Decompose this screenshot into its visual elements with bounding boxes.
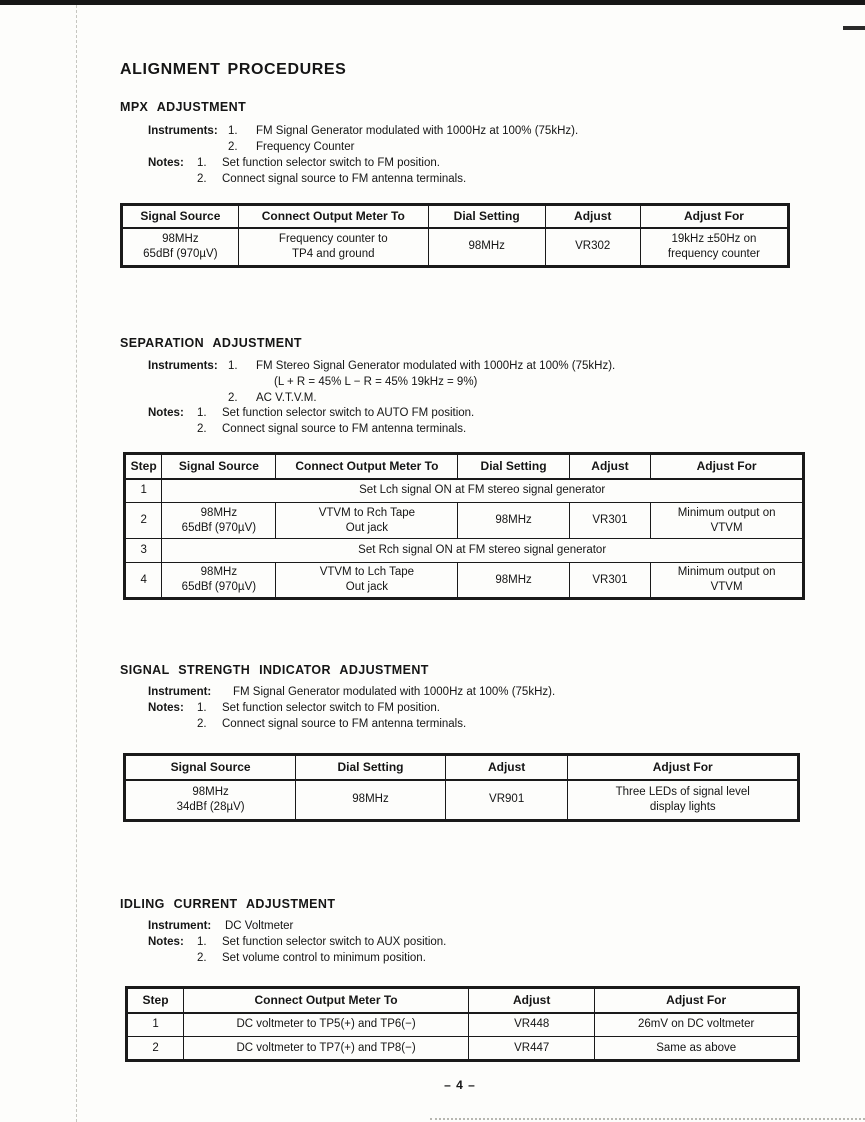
note-item: Connect signal source to FM antenna terminals. [222, 173, 467, 185]
table-cell-adjust-for: Minimum output on VTVM [651, 503, 804, 539]
table-cell-adjust-for: Three LEDs of signal level display lights [568, 780, 799, 821]
instrument-item: DC Voltmeter [225, 920, 294, 932]
signal-strength-notes-line-2 [120, 718, 820, 733]
table-header-cell: Connect Output Meter To [184, 988, 469, 1013]
table-cell-dial-setting: 98MHz [458, 503, 569, 539]
table-cell-signal-source: 98MHz 34dBf (28µV) [125, 780, 296, 821]
separation-notes-line-1 [120, 407, 820, 422]
separation-heading: SEPARATION ADJUSTMENT [120, 336, 302, 350]
table-header-cell: Step [127, 988, 184, 1013]
notes-label: Notes: [148, 936, 184, 948]
table-cell-step: 1 [127, 1013, 184, 1037]
table-header-cell: Adjust [445, 755, 568, 780]
mpx-instruments-line-2 [120, 141, 820, 156]
table-cell-step: 4 [125, 563, 162, 599]
note-item: Set function selector switch to AUX position. [222, 936, 447, 948]
list-number: 2. [197, 718, 207, 730]
table-header-cell: Dial Setting [458, 454, 569, 479]
idling-instrument-line [120, 920, 820, 935]
instrument-item: FM Signal Generator modulated with 1000Hz at 100% (75kHz). [256, 125, 579, 137]
note-item: Connect signal source to FM antenna terminals. [222, 423, 467, 435]
page-number: – 4 – [444, 1078, 476, 1092]
instrument-label: Instrument: [148, 920, 212, 932]
idling-notes-line-2 [120, 952, 820, 967]
instruments-label: Instruments: [148, 360, 218, 372]
table-header-cell: Signal Source [125, 755, 296, 780]
table-cell-connect: Frequency counter to TP4 and ground [238, 228, 428, 267]
list-number: 1. [197, 936, 207, 948]
mpx-instruments-line-1 [120, 125, 820, 140]
table-header-cell: Step [125, 454, 162, 479]
instrument-label: Instrument: [148, 686, 212, 698]
notes-label: Notes: [148, 157, 184, 169]
table-cell-dial-setting: 98MHz [296, 780, 446, 821]
mpx-alignment-table [120, 203, 790, 268]
list-number: 1. [197, 157, 207, 169]
table-row [125, 479, 804, 503]
list-number: 2. [197, 423, 207, 435]
table-cell-adjust-for: Minimum output on VTVM [651, 563, 804, 599]
signal-strength-alignment-table [123, 753, 800, 822]
table-row [122, 228, 789, 267]
table-cell-signal-source: 98MHz 65dBf (970µV) [162, 503, 276, 539]
table-cell-adjust: VR301 [569, 563, 650, 599]
list-number: 1. [228, 125, 238, 137]
page-title: ALIGNMENT PROCEDURES [120, 61, 347, 78]
table-header-cell: Connect Output Meter To [276, 454, 458, 479]
note-item: Set volume control to minimum position. [222, 952, 426, 964]
separation-notes-line-2 [120, 423, 820, 438]
note-item: Set function selector switch to FM position. [222, 157, 440, 169]
table-header-cell: Dial Setting [296, 755, 446, 780]
table-header-cell: Adjust [469, 988, 595, 1013]
table-row [127, 1037, 799, 1061]
signal-strength-heading: SIGNAL STRENGTH INDICATOR ADJUSTMENT [120, 663, 429, 677]
idling-notes-line-1 [120, 936, 820, 951]
idling-heading: IDLING CURRENT ADJUSTMENT [120, 897, 336, 911]
separation-instruments-line-1 [120, 360, 820, 375]
list-number: 1. [228, 360, 238, 372]
instrument-item: FM Signal Generator modulated with 1000Hz at 100% (75kHz). [233, 686, 556, 698]
table-cell-step: 2 [127, 1037, 184, 1061]
table-cell-step: 3 [125, 539, 162, 563]
note-item: Set function selector switch to AUTO FM position. [222, 407, 475, 419]
mpx-notes-line-2 [120, 173, 820, 188]
table-cell-instruction: Set Rch signal ON at FM stereo signal generator [162, 539, 804, 563]
table-row [125, 780, 799, 821]
separation-instruments-line-3 [120, 392, 820, 407]
table-cell-adjust-for: 26mV on DC voltmeter [595, 1013, 799, 1037]
scan-fold-line [76, 5, 77, 1122]
table-header-cell: Connect Output Meter To [238, 205, 428, 228]
table-cell-connect: VTVM to Rch Tape Out jack [276, 503, 458, 539]
table-cell-connect: DC voltmeter to TP7(+) and TP8(−) [184, 1037, 469, 1061]
table-cell-adjust-for: 19kHz ±50Hz on frequency counter [640, 228, 788, 267]
table-header-row [122, 205, 789, 228]
scan-edge-artifact-bottom [430, 1118, 865, 1120]
instrument-item: FM Stereo Signal Generator modulated with 1000Hz at 100% (75kHz). [256, 360, 616, 372]
table-header-cell: Adjust [545, 205, 640, 228]
instrument-item-detail: (L + R = 45% L − R = 45% 19kHz = 9%) [274, 376, 478, 388]
list-number: 2. [228, 392, 238, 404]
signal-strength-notes-line-1 [120, 702, 820, 717]
mpx-heading: MPX ADJUSTMENT [120, 100, 247, 114]
scan-edge-artifact-top [0, 0, 865, 5]
table-cell-step: 1 [125, 479, 162, 503]
list-number: 2. [228, 141, 238, 153]
instrument-item: Frequency Counter [256, 141, 355, 153]
table-header-row [125, 454, 804, 479]
instrument-item: AC V.T.V.M. [256, 392, 317, 404]
list-number: 2. [197, 173, 207, 185]
table-row [125, 503, 804, 539]
note-item: Connect signal source to FM antenna terminals. [222, 718, 467, 730]
table-row [125, 563, 804, 599]
table-header-cell: Signal Source [122, 205, 239, 228]
notes-label: Notes: [148, 407, 184, 419]
table-cell-adjust: VR301 [569, 503, 650, 539]
table-header-cell: Adjust For [640, 205, 788, 228]
separation-alignment-table [123, 452, 805, 600]
signal-strength-instrument-line [120, 686, 820, 701]
table-cell-adjust: VR447 [469, 1037, 595, 1061]
table-cell-dial-setting: 98MHz [428, 228, 545, 267]
mpx-notes-line-1 [120, 157, 820, 172]
list-number: 1. [197, 702, 207, 714]
table-cell-connect: DC voltmeter to TP5(+) and TP6(−) [184, 1013, 469, 1037]
idling-alignment-table [125, 986, 800, 1062]
table-header-cell: Adjust For [568, 755, 799, 780]
list-number: 1. [197, 407, 207, 419]
table-header-cell: Signal Source [162, 454, 276, 479]
scan-edge-artifact-right [843, 26, 865, 30]
table-header-cell: Adjust For [651, 454, 804, 479]
table-cell-adjust: VR448 [469, 1013, 595, 1037]
note-item: Set function selector switch to FM position. [222, 702, 440, 714]
list-number: 2. [197, 952, 207, 964]
table-cell-dial-setting: 98MHz [458, 563, 569, 599]
table-header-row [125, 755, 799, 780]
table-header-row [127, 988, 799, 1013]
table-header-cell: Dial Setting [428, 205, 545, 228]
table-cell-adjust: VR901 [445, 780, 568, 821]
table-header-cell: Adjust [569, 454, 650, 479]
table-row [127, 1013, 799, 1037]
separation-instruments-line-2 [120, 376, 820, 391]
table-cell-adjust-for: Same as above [595, 1037, 799, 1061]
table-cell-signal-source: 98MHz 65dBf (970µV) [122, 228, 239, 267]
notes-label: Notes: [148, 702, 184, 714]
table-cell-step: 2 [125, 503, 162, 539]
table-cell-adjust: VR302 [545, 228, 640, 267]
table-cell-instruction: Set Lch signal ON at FM stereo signal generator [162, 479, 804, 503]
table-row [125, 539, 804, 563]
table-cell-connect: VTVM to Lch Tape Out jack [276, 563, 458, 599]
instruments-label: Instruments: [148, 125, 218, 137]
table-cell-signal-source: 98MHz 65dBf (970µV) [162, 563, 276, 599]
table-header-cell: Adjust For [595, 988, 799, 1013]
